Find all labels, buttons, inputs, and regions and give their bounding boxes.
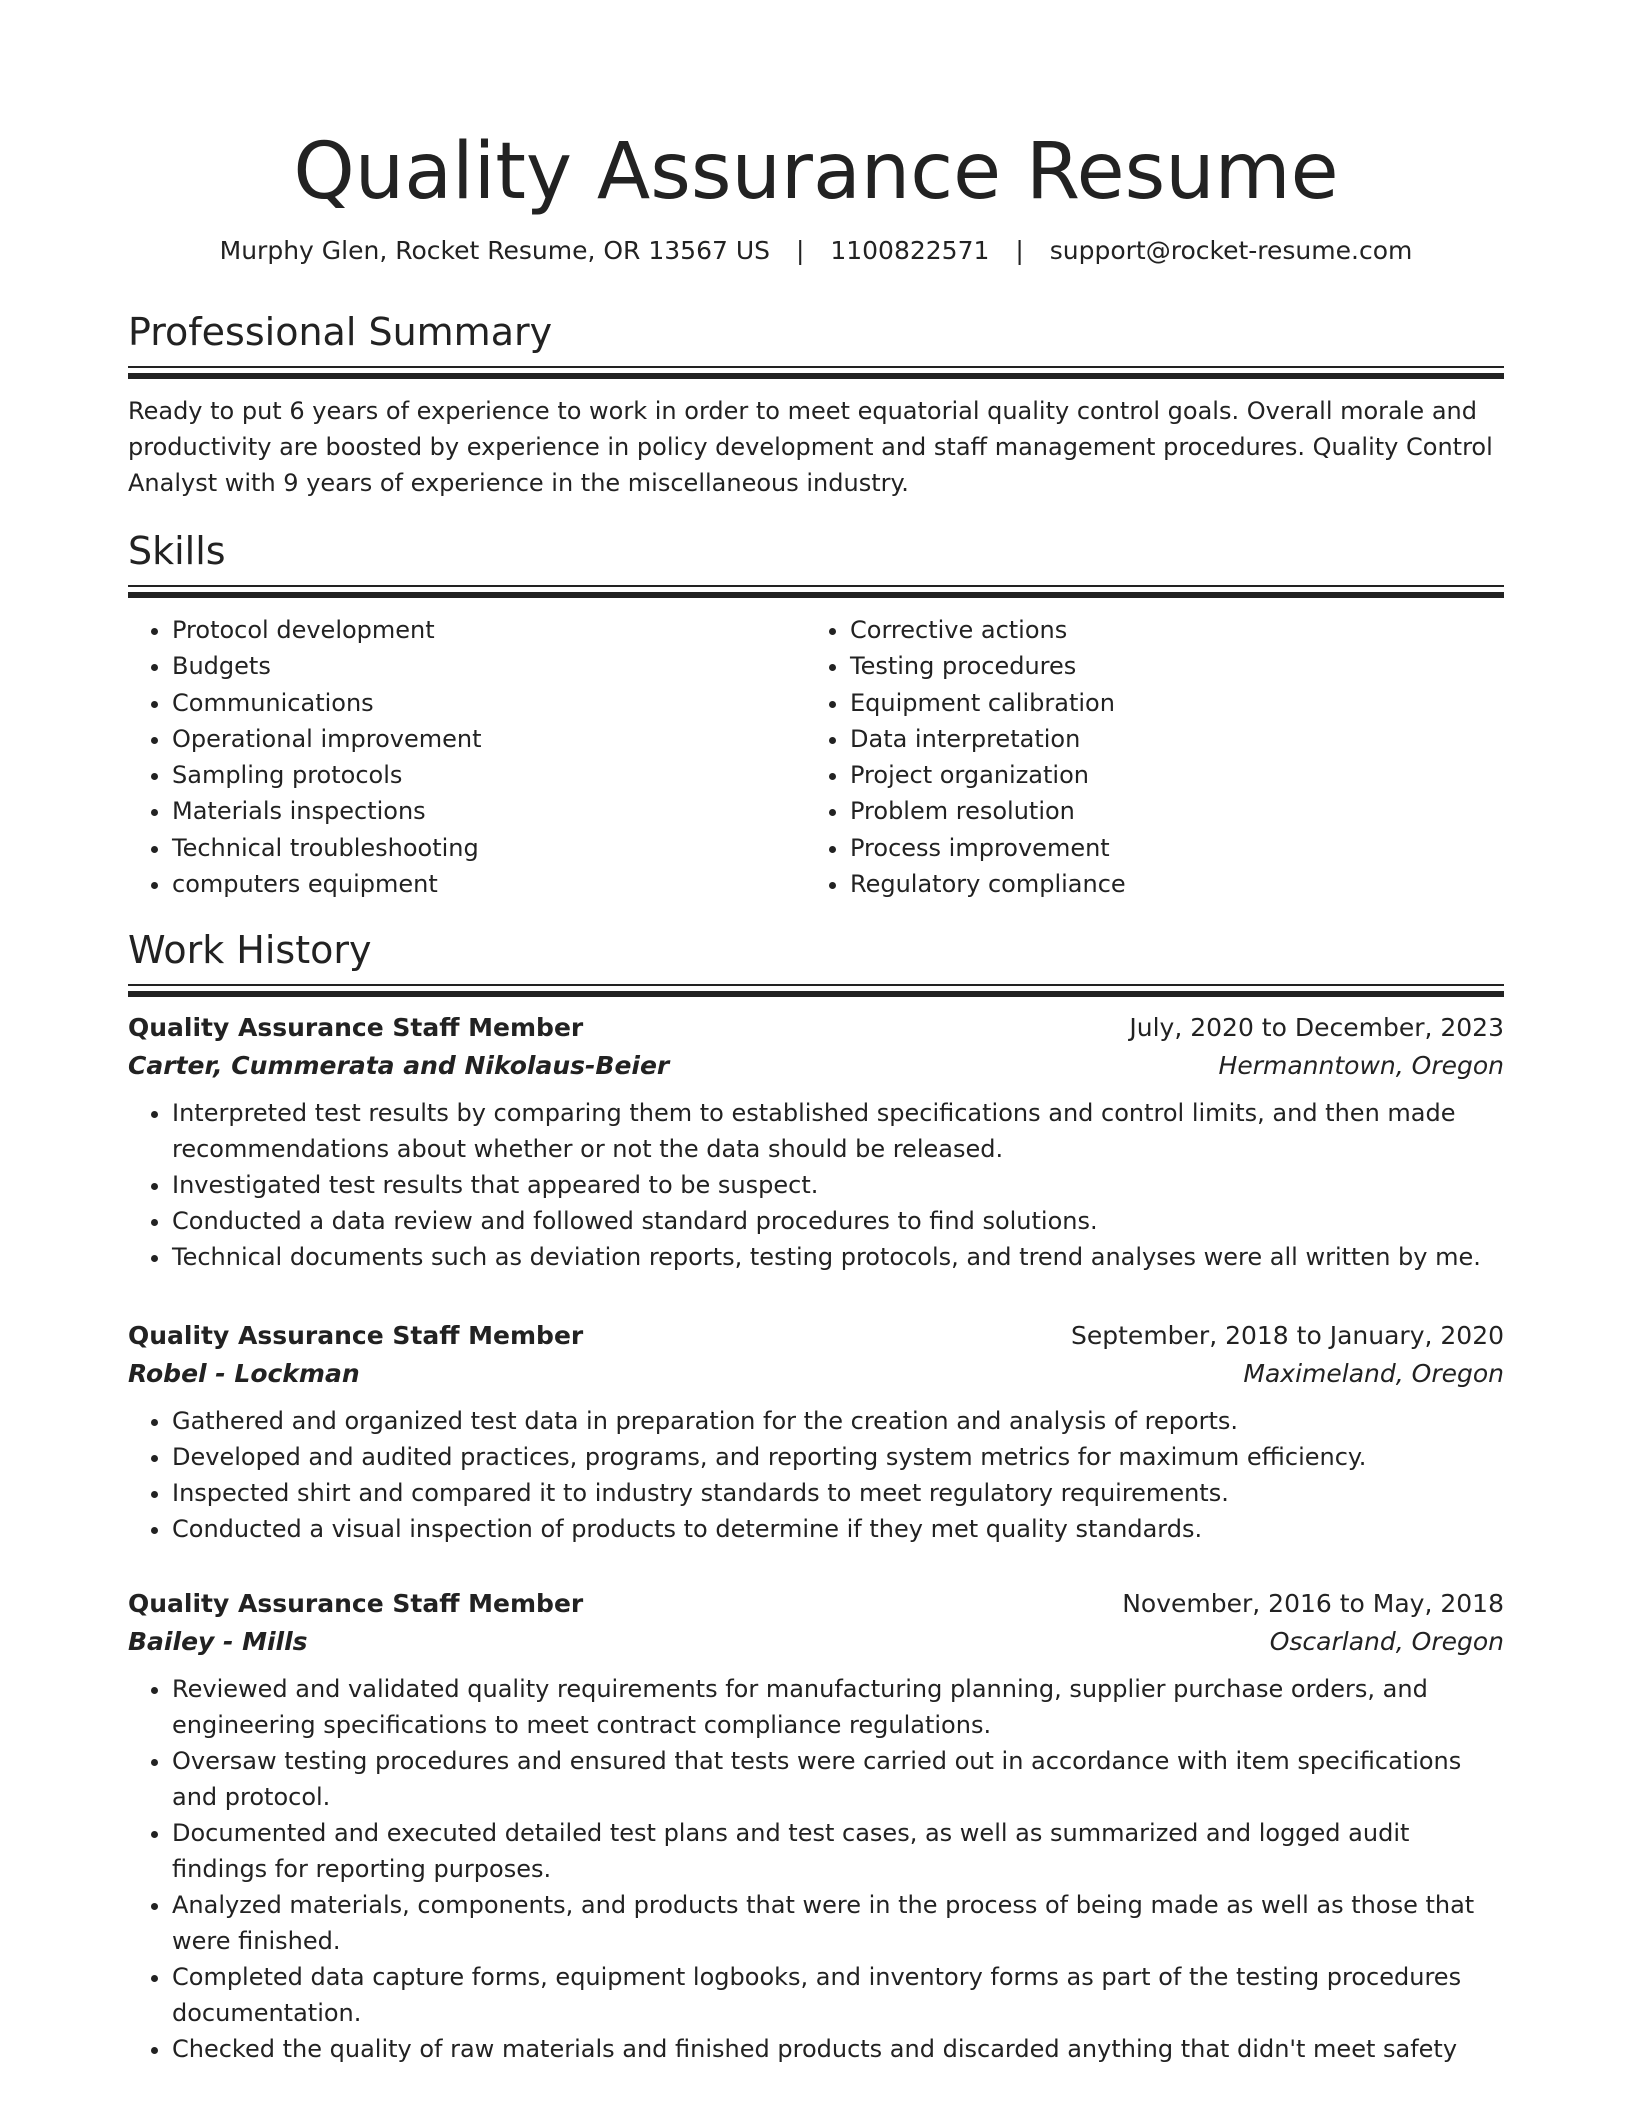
job-entry bbox=[128, 1317, 1504, 1547]
skill-item: • Operational improvement bbox=[172, 721, 806, 757]
job-company: Bailey - Mills bbox=[128, 1627, 308, 1657]
skill-item: • Data interpretation bbox=[850, 721, 1484, 757]
skill-item: • Regulatory compliance bbox=[850, 866, 1484, 902]
skill-item: • Protocol development bbox=[172, 612, 806, 648]
job-bullet: • Gathered and organized test data in preparation for the creation and analysis of reports. bbox=[172, 1403, 1504, 1439]
skill-item: • Problem resolution bbox=[850, 793, 1484, 829]
summary-section bbox=[128, 308, 1504, 501]
job-bullets bbox=[128, 1095, 1504, 1275]
summary-text: Ready to put 6 years of experience to work in order to meet equatorial quality control goals. Overall morale and productivity are boosted by experience in policy development and staff management procedures. Quality Control Analyst with 9 years of experience in the miscellaneous industry. bbox=[128, 397, 1493, 497]
job-location: Hermanntown, Oregon bbox=[1218, 1051, 1504, 1081]
jobs-list bbox=[128, 1009, 1504, 2067]
job-bullet: • Interpreted test results by comparing them to established specifications and control limits, and then made recommendations about whether or not the data should be released. bbox=[172, 1095, 1504, 1167]
skill-item: • Testing procedures bbox=[850, 648, 1484, 684]
job-entry bbox=[128, 1009, 1504, 1275]
work-section bbox=[128, 926, 1504, 2067]
job-header-row bbox=[128, 1585, 1504, 1623]
contact-phone: 1100822571 bbox=[830, 236, 990, 265]
job-bullet: • Conducted a data review and followed standard procedures to find solutions. bbox=[172, 1203, 1504, 1239]
skills-heading: Skills bbox=[128, 529, 226, 573]
job-company: Carter, Cummerata and Nikolaus-Beier bbox=[128, 1051, 670, 1081]
job-bullets bbox=[128, 1671, 1504, 2067]
job-company: Robel - Lockman bbox=[128, 1359, 360, 1389]
job-bullet: • Investigated test results that appeared to be suspect. bbox=[172, 1167, 1504, 1203]
skill-item: • Sampling protocols bbox=[172, 757, 806, 793]
job-bullet: • Developed and audited practices, programs, and reporting system metrics for maximum efficiency. bbox=[172, 1439, 1504, 1475]
job-location: Maximeland, Oregon bbox=[1243, 1359, 1504, 1389]
section-rule bbox=[128, 366, 1504, 379]
job-bullet: • Oversaw testing procedures and ensured that tests were carried out in accordance with item specifications and protocol. bbox=[172, 1743, 1504, 1815]
skill-item: • Project organization bbox=[850, 757, 1484, 793]
skill-item: • computers equipment bbox=[172, 866, 806, 902]
job-bullet: • Inspected shirt and compared it to industry standards to meet regulatory requirements. bbox=[172, 1475, 1504, 1511]
job-bullet: • Documented and executed detailed test plans and test cases, as well as summarized and logged audit findings for reporting purposes. bbox=[172, 1815, 1504, 1887]
job-bullet: • Reviewed and validated quality requirements for manufacturing planning, supplier purchase orders, and engineering specifications to meet contract compliance regulations. bbox=[172, 1671, 1504, 1743]
job-entry bbox=[128, 1585, 1504, 2067]
job-company-row bbox=[128, 1355, 1504, 1393]
job-title: Quality Assurance Staff Member bbox=[128, 1321, 584, 1351]
job-bullet: • Checked the quality of raw materials and finished products and discarded anything that didn't meet safety bbox=[172, 2031, 1504, 2067]
job-bullet: • Conducted a visual inspection of products to determine if they met quality standards. bbox=[172, 1511, 1504, 1547]
skill-item: • Technical troubleshooting bbox=[172, 830, 806, 866]
job-location: Oscarland, Oregon bbox=[1269, 1627, 1504, 1657]
contact-separator: | bbox=[1015, 236, 1024, 265]
summary-heading: Professional Summary bbox=[128, 310, 553, 354]
contact-email: support@rocket-resume.com bbox=[1049, 236, 1413, 265]
resume-title: Quality Assurance Resume bbox=[293, 127, 1339, 217]
job-dates: November, 2016 to May, 2018 bbox=[1122, 1589, 1504, 1619]
skill-item: • Corrective actions bbox=[850, 612, 1484, 648]
skill-item: • Materials inspections bbox=[172, 793, 806, 829]
job-dates: July, 2020 to December, 2023 bbox=[1129, 1013, 1504, 1043]
work-heading: Work History bbox=[128, 928, 372, 973]
job-company-row bbox=[128, 1047, 1504, 1085]
job-header-row bbox=[128, 1317, 1504, 1355]
job-bullet: • Completed data capture forms, equipment logbooks, and inventory forms as part of the testing procedures documentation. bbox=[172, 1959, 1504, 2031]
job-bullets bbox=[128, 1403, 1504, 1547]
job-title: Quality Assurance Staff Member bbox=[128, 1589, 584, 1619]
job-header-row bbox=[128, 1009, 1504, 1047]
skills-right-list bbox=[806, 612, 1484, 902]
contact-address: Murphy Glen, Rocket Resume, OR 13567 US bbox=[219, 236, 770, 265]
section-rule bbox=[128, 585, 1504, 598]
skill-item: • Budgets bbox=[172, 648, 806, 684]
skill-item: • Equipment calibration bbox=[850, 685, 1484, 721]
resume-page bbox=[128, 0, 1504, 2067]
job-company-row bbox=[128, 1623, 1504, 1661]
section-rule bbox=[128, 984, 1504, 997]
skill-item: • Communications bbox=[172, 685, 806, 721]
job-dates: September, 2018 to January, 2020 bbox=[1071, 1321, 1504, 1351]
job-bullet: • Technical documents such as deviation reports, testing protocols, and trend analyses were all written by me. bbox=[172, 1239, 1504, 1275]
contact-line bbox=[128, 234, 1504, 268]
skills-section bbox=[128, 527, 1504, 902]
skill-item: • Process improvement bbox=[850, 830, 1484, 866]
skills-left-list bbox=[128, 612, 806, 902]
job-title: Quality Assurance Staff Member bbox=[128, 1013, 584, 1043]
job-bullet: • Analyzed materials, components, and products that were in the process of being made as well as those that were finished. bbox=[172, 1887, 1504, 1959]
contact-separator: | bbox=[795, 236, 805, 265]
skills-columns bbox=[128, 612, 1504, 902]
